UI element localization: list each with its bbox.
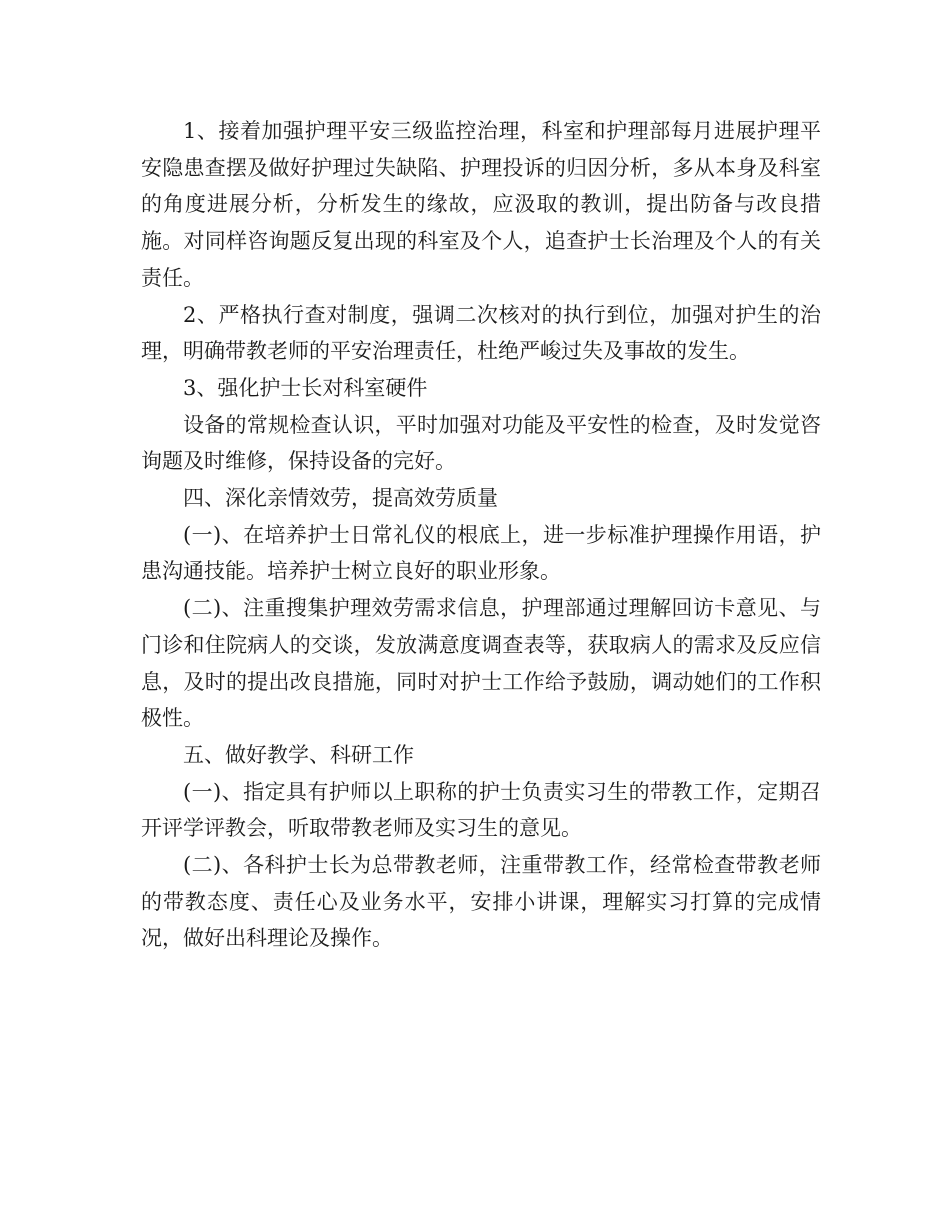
paragraph-teaching-2: (二)、各科护士长为总带教老师，注重带教工作，经常检查带教老师的带教态度、责任心及业务水平，安排小讲课，理解实习打算的完成情况，做好出科理论及操作。 xyxy=(141,853,821,951)
paragraph-teaching-1: (一)、指定具有护师以上职称的护士负责实习生的带教工作，定期召开评学评教会，听取带教老师及实习生的意见。 xyxy=(141,779,821,841)
section-heading-5: 五、做好教学、科研工作 xyxy=(183,742,414,767)
paragraph-subitem-1: (一)、在培养护士日常礼仪的根底上，进一步标准护理操作用语，护患沟通技能。培养护士树立良好的职业形象。 xyxy=(141,522,821,584)
section-heading-4: 四、深化亲情效劳，提高效劳质量 xyxy=(183,486,498,511)
paragraph-subitem-2: (二)、注重搜集护理效劳需求信息，护理部通过理解回访卡意见、与门诊和住院病人的交谈，发放满意度调查表等，获取病人的需求及反应信息，及时的提出改良措施，同时对护士工作给予鼓励，调动她们的工作积极性。 xyxy=(141,596,821,731)
document-body xyxy=(141,113,821,957)
paragraph-item-3: 3、强化护士长对科室硬件 xyxy=(183,375,428,400)
paragraph-equipment-check: 设备的常规检查认识，平时加强对功能及平安性的检查，及时发觉咨询题及时维修，保持设备的完好。 xyxy=(141,412,821,474)
paragraph-item-2: 2、严格执行查对制度，强调二次核对的执行到位，加强对护生的治理，明确带教老师的平安治理责任，杜绝严峻过失及事故的发生。 xyxy=(141,302,821,364)
paragraph-item-1: 1、接着加强护理平安三级监控治理，科室和护理部每月进展护理平安隐患查摆及做好护理过失缺陷、护理投诉的归因分析，多从本身及科室的角度进展分析，分析发生的缘故，应汲取的教训，提出防备与改良措施。对同样咨询题反复出现的科室及个人，追查护士长治理及个人的有关责任。 xyxy=(141,119,821,290)
